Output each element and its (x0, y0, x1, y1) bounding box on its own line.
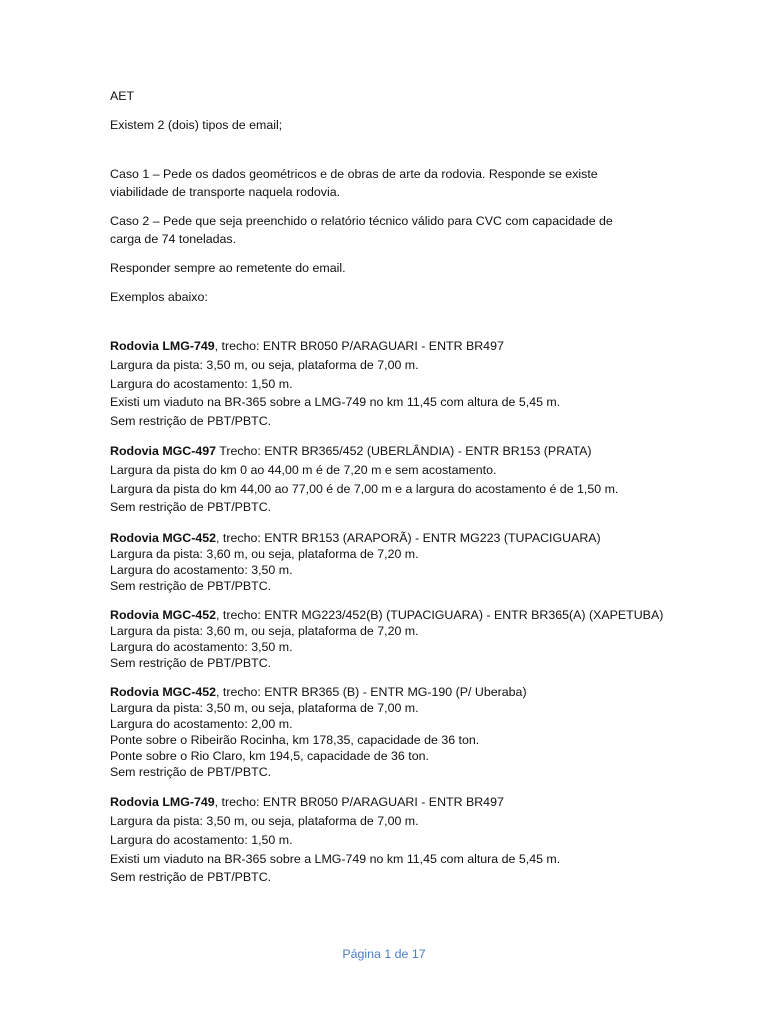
road-detail: Largura do acostamento: 3,50 m. (110, 563, 293, 578)
caso-2-line-2: carga de 74 toneladas. (110, 232, 237, 246)
road-detail: Existi um viaduto na BR-365 sobre a LMG-749 no km 11,45 com altura de 5,45 m. (110, 395, 561, 410)
road-detail: Largura da pista: 3,50 m, ou seja, plataforma de 7,00 m. (110, 357, 419, 372)
road-block (110, 793, 670, 887)
road-detail: Largura da pista: 3,50 m, ou seja, plataforma de 7,00 m. (110, 701, 419, 716)
road-heading (110, 442, 670, 461)
caso-1-paragraph (110, 165, 670, 201)
road-detail: Largura da pista do km 0 ao 44,00 m é de 7,20 m e sem acostamento. (110, 462, 497, 477)
road-detail: Largura da pista: 3,60 m, ou seja, plataforma de 7,20 m. (110, 624, 419, 639)
road-detail: Existi um viaduto na BR-365 sobre a LMG-749 no km 11,45 com altura de 5,45 m. (110, 851, 561, 866)
road-detail: Largura da pista do km 44,00 ao 77,00 é de 7,00 m e a largura do acostamento é de 1,50 m. (110, 481, 619, 496)
caso-2-line-1: Caso 2 – Pede que seja preenchido o relatório técnico válido para CVC com capacidade de (110, 214, 613, 228)
road-trecho: , trecho: ENTR MG223/452(B) (TUPACIGUARA) - ENTR BR365(A) (XAPETUBA) (216, 608, 664, 623)
road-heading (110, 793, 670, 812)
road-detail: Largura do acostamento: 2,00 m. (110, 717, 293, 732)
road-name: Rodovia MGC-452 (110, 608, 217, 623)
road-heading (110, 337, 670, 356)
caso-2-paragraph (110, 212, 670, 248)
road-block (110, 684, 670, 780)
responder-text: Responder sempre ao remetente do email. (110, 261, 346, 275)
road-detail: Sem restrição de PBT/PBTC. (110, 765, 272, 780)
road-name: Rodovia MGC-497 (110, 443, 217, 458)
road-heading (110, 684, 670, 700)
road-detail: Largura do acostamento: 1,50 m. (110, 832, 293, 847)
road-name: Rodovia LMG-749 (110, 339, 215, 353)
road-detail: Sem restrição de PBT/PBTC. (110, 579, 272, 594)
road-trecho: , trecho: ENTR BR365 (B) - ENTR MG-190 (P/ Uberaba) (216, 685, 527, 700)
road-block (110, 607, 670, 671)
intro-text: Existem 2 (dois) tipos de email; (110, 118, 283, 132)
doc-title: AET (110, 89, 135, 103)
exemplos-text: Exemplos abaixo: (110, 290, 208, 304)
road-name: Rodovia LMG-749 (110, 795, 215, 810)
road-name: Rodovia MGC-452 (110, 531, 217, 546)
road-detail: Sem restrição de PBT/PBTC. (110, 870, 272, 885)
road-detail: Ponte sobre o Rio Claro, km 194,5, capacidade de 36 ton. (110, 749, 429, 764)
road-heading (110, 530, 670, 546)
road-detail: Largura do acostamento: 1,50 m. (110, 376, 293, 391)
road-block (110, 442, 670, 517)
road-trecho: Trecho: ENTR BR365/452 (UBERLÂNDIA) - ENTR BR153 (PRATA) (216, 443, 592, 458)
road-detail: Sem restrição de PBT/PBTC. (110, 656, 272, 671)
page-number-footer: Página 1 de 17 (342, 947, 426, 961)
document-page (110, 87, 670, 887)
road-detail: Largura da pista: 3,60 m, ou seja, plataforma de 7,20 m. (110, 547, 419, 562)
road-trecho: , trecho: ENTR BR050 P/ARAGUARI - ENTR BR497 (214, 795, 504, 810)
road-detail: Sem restrição de PBT/PBTC. (110, 414, 272, 429)
road-trecho: , trecho: ENTR BR153 (ARAPORÃ) - ENTR MG223 (TUPACIGUARA) (216, 531, 601, 546)
road-heading (110, 607, 670, 623)
road-detail: Largura do acostamento: 3,50 m. (110, 640, 293, 655)
road-block (110, 337, 670, 431)
road-detail: Sem restrição de PBT/PBTC. (110, 500, 272, 515)
road-block (110, 530, 670, 594)
road-detail: Ponte sobre o Ribeirão Rocinha, km 178,35, capacidade de 36 ton. (110, 733, 480, 748)
caso-1-line-2: viabilidade de transporte naquela rodovia. (110, 185, 341, 199)
road-trecho: , trecho: ENTR BR050 P/ARAGUARI - ENTR BR497 (214, 339, 504, 353)
road-detail: Largura da pista: 3,50 m, ou seja, plataforma de 7,00 m. (110, 813, 419, 828)
road-name: Rodovia MGC-452 (110, 685, 217, 700)
caso-1-line-1: Caso 1 – Pede os dados geométricos e de obras de arte da rodovia. Responde se existe (110, 167, 598, 181)
